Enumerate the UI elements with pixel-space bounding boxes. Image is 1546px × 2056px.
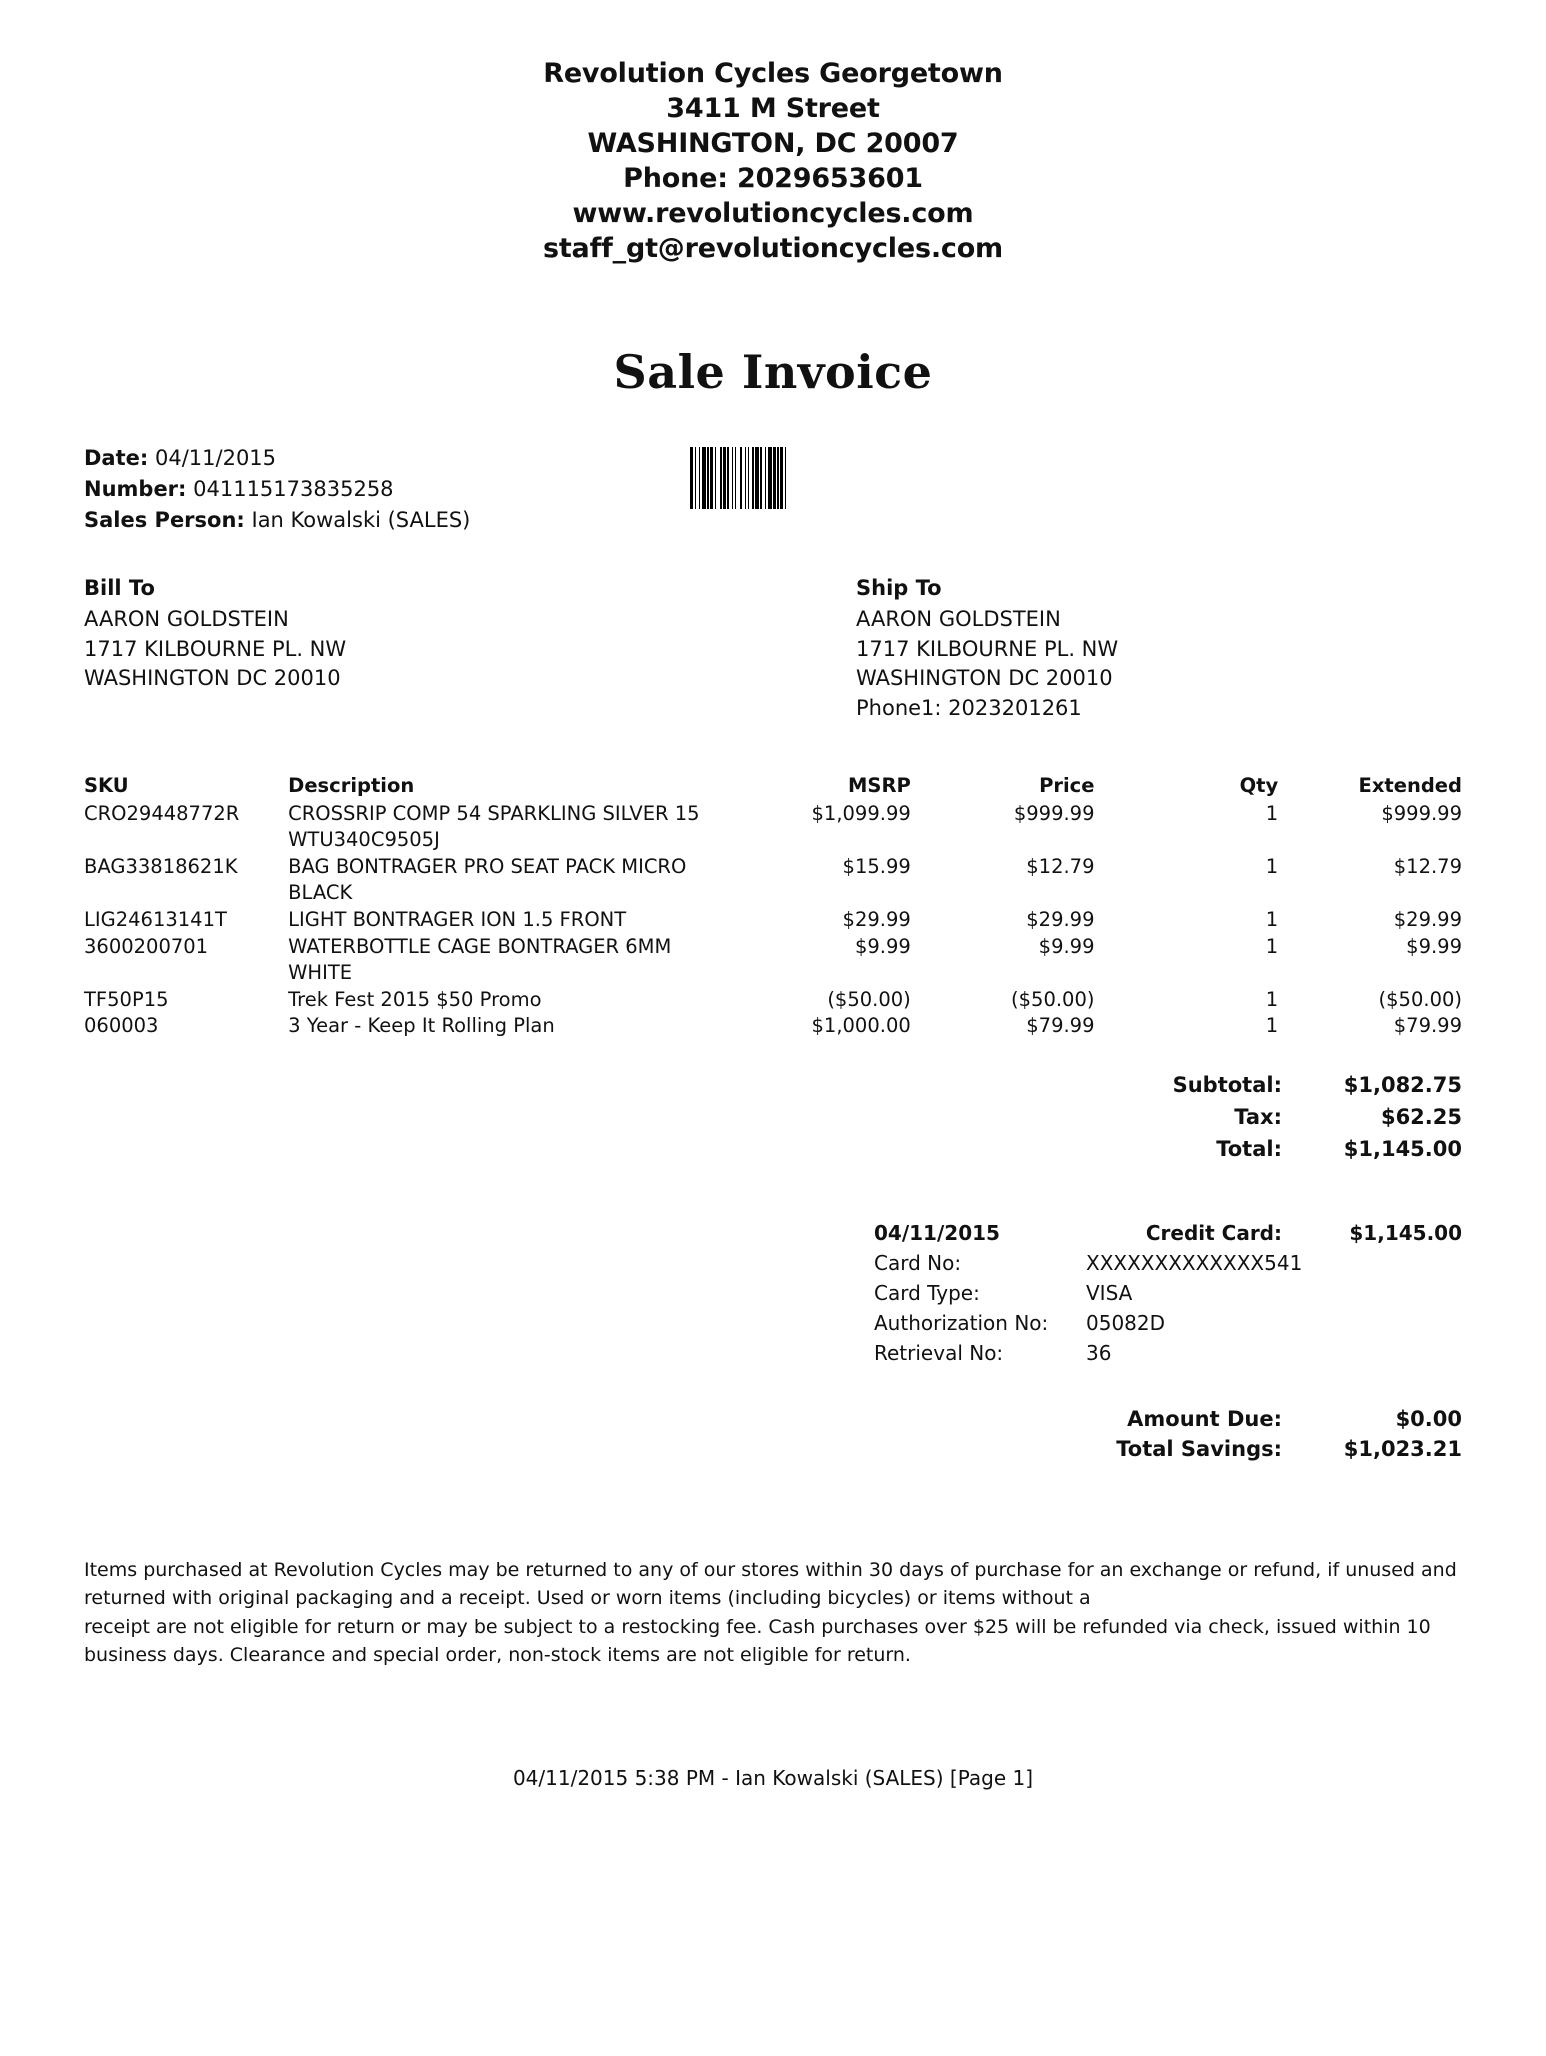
card-no-row [874,1248,1462,1278]
cell-qty: 1 [1265,987,1279,1011]
cell-description [288,801,727,854]
cell-msrp: $9.99 [854,934,911,958]
return-policy-line: receipt are not eligible for return or may be subject to a restocking fee. Cash purchases over $25 will be refunded via check, issued within 10 [84,1615,1431,1638]
store-city-state-zip: WASHINGTON, DC 20007 [587,128,959,160]
column-header-price: Price [1039,774,1095,798]
cell-description [288,987,727,1014]
description-line-2: WHITE [288,960,353,984]
store-header [0,56,1546,267]
cell-price: $29.99 [1026,907,1095,931]
ship-to-line: 1717 KILBOURNE PL. NW [856,636,1119,661]
line-items-section [0,774,1546,1040]
invoice-number-value: 041115173835258 [193,476,394,501]
line-items-head [84,774,1462,801]
amount-due-label: Amount Due: [1127,1406,1282,1431]
description-line-1: 3 Year - Keep It Rolling Plan [288,1014,555,1038]
table-row [84,987,1462,1014]
bill-to-heading: Bill To [84,575,155,600]
bill-to-block [84,576,624,724]
cell-extended: ($50.00) [1378,987,1462,1011]
total-value: $1,145.00 [1343,1136,1462,1161]
cell-sku: CRO29448772R [84,802,240,826]
ship-to-block [856,576,1396,724]
cell-extended: $29.99 [1393,907,1462,931]
invoice-number-label: Number: [84,476,187,501]
cell-sku: 3600200701 [84,934,209,958]
retrieval-no-value: 36 [1086,1340,1112,1365]
table-header-row [84,774,1462,801]
line-items-body [84,801,1462,1040]
invoice-date-label: Date: [84,445,149,470]
return-policy-line: Items purchased at Revolution Cycles may be returned to any of our stores within 30 days of purchase for an exchange or refund, if unused and [84,1558,1457,1581]
document-title: Sale Invoice [613,344,933,399]
description-line-1: WATERBOTTLE CAGE BONTRAGER 6MM [288,934,672,958]
cell-description [288,934,727,987]
card-no-label: Card No: [874,1250,962,1275]
table-row [84,801,1462,854]
cell-extended: $9.99 [1406,934,1462,958]
payment-table [874,1218,1462,1368]
page-footer: 04/11/2015 5:38 PM - Ian Kowalski (SALES) [Page 1] [512,1766,1034,1790]
sales-person-label: Sales Person: [84,507,245,532]
table-row [84,934,1462,987]
table-row [84,907,1462,934]
card-no-value: XXXXXXXXXXXXX541 [1086,1250,1303,1275]
subtotal-label: Subtotal: [1172,1073,1282,1098]
amount-due-value: $0.00 [1395,1406,1462,1431]
cell-price: $12.79 [1026,854,1095,878]
invoice-date-value: 04/11/2015 [154,445,277,470]
cell-description [288,907,727,934]
cell-sku: BAG33818621K [84,854,238,878]
payment-date: 04/11/2015 [874,1220,1000,1245]
total-savings-value: $1,023.21 [1343,1436,1462,1461]
cell-msrp: $1,099.99 [811,802,911,826]
cell-qty: 1 [1265,802,1279,826]
total-savings-label: Total Savings: [1116,1436,1282,1461]
cell-qty: 1 [1265,934,1279,958]
payment-header-row [874,1218,1462,1248]
authorization-no-label: Authorization No: [874,1310,1049,1335]
retrieval-row [874,1338,1462,1368]
cell-price: ($50.00) [1011,987,1095,1011]
cell-qty: 1 [1265,1014,1279,1038]
cell-price: $9.99 [1038,934,1095,958]
line-items-table [84,774,1462,1040]
bill-to-line: 1717 KILBOURNE PL. NW [84,636,347,661]
authorization-no-value: 05082D [1086,1310,1166,1335]
cell-msrp: $29.99 [842,907,911,931]
ship-to-line: WASHINGTON DC 20010 [856,666,1113,691]
description-line-1: LIGHT BONTRAGER ION 1.5 FRONT [288,907,627,931]
cell-price: $79.99 [1026,1014,1095,1038]
total-label: Total: [1216,1136,1282,1161]
cell-sku: 060003 [84,1014,159,1038]
address-row [0,576,1546,724]
tax-label: Tax: [1234,1105,1282,1130]
cell-description [288,854,727,907]
return-policy-line: business days. Clearance and special order, non-stock items are not eligible for return. [84,1644,911,1666]
cell-description [288,1013,727,1040]
ship-to-heading: Ship To [856,575,942,600]
return-policy-line: returned with original packaging and a receipt. Used or worn items (including bicycles) or items without a [84,1587,1091,1609]
cell-sku: TF50P15 [84,987,169,1011]
amounts-section [0,1404,1546,1464]
store-name: Revolution Cycles Georgetown [543,58,1003,89]
card-type-label: Card Type: [874,1280,980,1305]
card-type-value: VISA [1086,1280,1133,1305]
column-header-extended: Extended [1358,774,1462,798]
column-header-msrp: MSRP [848,774,911,798]
retrieval-no-label: Retrieval No: [874,1340,1004,1365]
total-savings-row [1116,1434,1462,1464]
amounts-table [1116,1404,1462,1464]
description-line-2: BLACK [288,880,353,904]
return-policy [0,1556,1546,1670]
amount-due-row [1116,1404,1462,1434]
authorization-row [874,1308,1462,1338]
invoice-meta-row [0,443,1546,536]
cell-msrp: $1,000.00 [811,1014,911,1038]
cell-msrp: ($50.00) [827,987,911,1011]
column-header-description: Description [288,774,415,798]
description-line-1: CROSSRIP COMP 54 SPARKLING SILVER 15 [288,802,700,826]
payment-method-amount: $1,145.00 [1349,1220,1462,1245]
payment-method-label: Credit Card: [1145,1220,1282,1245]
description-line-2: WTU340C9505J [288,827,440,851]
subtotal-row [1173,1070,1462,1102]
cell-price: $999.99 [1013,802,1095,826]
cell-extended: $79.99 [1393,1014,1462,1038]
tax-value: $62.25 [1380,1105,1462,1130]
payment-section [0,1218,1546,1368]
ship-to-line: AARON GOLDSTEIN [856,606,1061,631]
cell-extended: $999.99 [1381,802,1462,826]
table-row [84,854,1462,907]
cell-qty: 1 [1265,854,1279,878]
ship-to-phone: Phone1: 2023201261 [856,696,1082,721]
cell-qty: 1 [1265,907,1279,931]
column-header-qty: Qty [1239,774,1279,798]
sales-person-value: Ian Kowalski (SALES) [251,507,471,532]
invoice-page [0,56,1546,2056]
store-street: 3411 M Street [666,93,880,125]
total-row [1173,1134,1462,1166]
barcode-icon [690,447,940,509]
cell-msrp: $15.99 [842,854,911,878]
description-line-1: BAG BONTRAGER PRO SEAT PACK MICRO [288,854,687,878]
subtotal-value: $1,082.75 [1343,1073,1462,1098]
cell-extended: $12.79 [1393,854,1462,878]
tax-row [1173,1102,1462,1134]
card-type-row [874,1278,1462,1308]
bill-to-line: WASHINGTON DC 20010 [84,666,341,691]
description-line-1: Trek Fest 2015 $50 Promo [288,987,542,1011]
bill-to-line: AARON GOLDSTEIN [84,606,289,631]
sales-person-line [84,505,1462,536]
column-header-sku: SKU [84,774,129,798]
store-phone: Phone: 2029653601 [623,163,923,195]
table-row [84,1013,1462,1040]
cell-sku: LIG24613141T [84,907,227,931]
totals-table [1173,1070,1462,1165]
store-website: www.revolutioncycles.com [572,198,974,230]
store-email: staff_gt@revolutioncycles.com [542,233,1003,265]
totals-section [0,1070,1546,1165]
